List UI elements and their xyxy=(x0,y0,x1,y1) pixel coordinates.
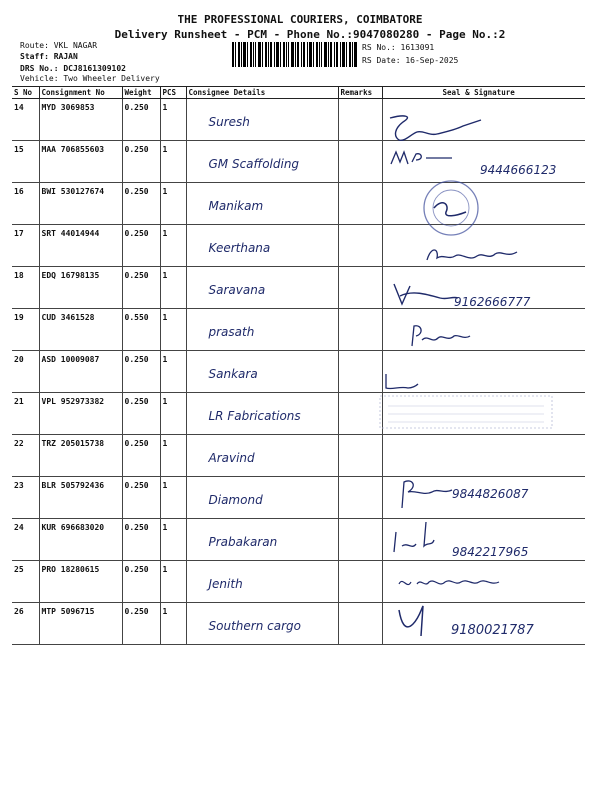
svg-text:9162666777: 9162666777 xyxy=(454,295,531,309)
cell-pcs: 1 xyxy=(160,225,186,267)
cell-consignee: Manikam xyxy=(186,183,338,225)
cell-seal-signature xyxy=(382,183,585,225)
cell-consignee: Diamond xyxy=(186,477,338,519)
cell-pcs: 1 xyxy=(160,351,186,393)
drs-number: DRS No.: DCJ8161309102 xyxy=(20,64,126,73)
cell-weight: 0.250 xyxy=(122,351,160,393)
cell-sno: 16 xyxy=(12,183,39,225)
svg-text:9444666123: 9444666123 xyxy=(480,163,557,177)
cell-consignee: prasath xyxy=(186,309,338,351)
cell-remarks xyxy=(338,393,382,435)
table-row xyxy=(12,351,585,393)
barcode-image xyxy=(232,42,357,67)
cell-consignee: Southern cargo xyxy=(186,603,338,645)
signature-row-26 xyxy=(395,602,585,642)
cell-consignment-no: PRO 18280615 xyxy=(39,561,122,603)
cell-remarks xyxy=(338,183,382,225)
col-consignee: Consignee Details xyxy=(186,87,338,99)
cell-weight: 0.250 xyxy=(122,183,160,225)
cell-weight: 0.250 xyxy=(122,519,160,561)
cell-pcs: 1 xyxy=(160,309,186,351)
cell-pcs: 1 xyxy=(160,477,186,519)
cell-sno: 26 xyxy=(12,603,39,645)
col-pcs: PCS xyxy=(160,87,186,99)
cell-consignment-no: SRT 44014944 xyxy=(39,225,122,267)
cell-consignment-no: EDQ 16798135 xyxy=(39,267,122,309)
cell-pcs: 1 xyxy=(160,393,186,435)
cell-consignee: GM Scaffolding xyxy=(186,141,338,183)
cell-pcs: 1 xyxy=(160,141,186,183)
cell-sno: 24 xyxy=(12,519,39,561)
svg-text:9842217965: 9842217965 xyxy=(452,545,529,559)
cell-weight: 0.250 xyxy=(122,225,160,267)
rs-number: RS No.: 1613091 xyxy=(362,43,435,52)
signature-row-15 xyxy=(388,150,588,180)
cell-weight: 0.250 xyxy=(122,477,160,519)
rs-date: RS Date: 16-Sep-2025 xyxy=(362,56,459,65)
cell-consignee: Keerthana xyxy=(186,225,338,267)
table-header-row xyxy=(12,87,585,99)
signature-row-18 xyxy=(392,280,572,310)
cell-consignee: Suresh xyxy=(186,99,338,141)
signature-row-23 xyxy=(398,476,588,516)
signature-row-20 xyxy=(382,372,422,394)
cell-consignee: Aravind xyxy=(186,435,338,477)
cell-pcs: 1 xyxy=(160,183,186,225)
cell-sno: 20 xyxy=(12,351,39,393)
cell-remarks xyxy=(338,561,382,603)
cell-remarks xyxy=(338,309,382,351)
cell-weight: 0.550 xyxy=(122,309,160,351)
cell-remarks xyxy=(338,225,382,267)
cell-sno: 14 xyxy=(12,99,39,141)
signature-row-19 xyxy=(408,322,488,350)
cell-consignment-no: ASD 10009087 xyxy=(39,351,122,393)
cell-remarks xyxy=(338,519,382,561)
cell-seal-signature xyxy=(382,435,585,477)
seal-stamp-icon xyxy=(420,178,482,238)
cell-consignment-no: BLR 505792436 xyxy=(39,477,122,519)
col-remarks: Remarks xyxy=(338,87,382,99)
table-row xyxy=(12,309,585,351)
col-seal-signature: Seal & Signature xyxy=(382,87,585,99)
cell-consignment-no: TRZ 205015738 xyxy=(39,435,122,477)
cell-remarks xyxy=(338,267,382,309)
cell-remarks xyxy=(338,603,382,645)
cell-consignee: Prabakaran xyxy=(186,519,338,561)
cell-remarks xyxy=(338,141,382,183)
cell-sno: 21 xyxy=(12,393,39,435)
cell-consignee: Saravana xyxy=(186,267,338,309)
cell-consignment-no: VPL 952973382 xyxy=(39,393,122,435)
cell-sno: 23 xyxy=(12,477,39,519)
svg-text:9844826087: 9844826087 xyxy=(452,487,529,501)
faded-stamp-icon xyxy=(378,392,558,432)
cell-consignment-no: CUD 3461528 xyxy=(39,309,122,351)
cell-sno: 25 xyxy=(12,561,39,603)
signature-row-24 xyxy=(390,516,590,560)
route-label: Route: VKL NAGAR xyxy=(20,41,98,50)
col-consignment: Consignment No xyxy=(39,87,122,99)
cell-consignment-no: BWI 530127674 xyxy=(39,183,122,225)
col-sno: S No xyxy=(12,87,39,99)
signature-row-25 xyxy=(395,570,515,594)
runsheet-subtitle: Delivery Runsheet - PCM - Phone No.:9047080280 - Page No.:2 xyxy=(114,28,506,41)
cell-sno: 22 xyxy=(12,435,39,477)
company-title: THE PROFESSIONAL COURIERS, COIMBATORE xyxy=(177,13,423,26)
signature-row-17 xyxy=(425,240,525,270)
cell-pcs: 1 xyxy=(160,435,186,477)
table-row xyxy=(12,99,585,141)
cell-remarks xyxy=(338,351,382,393)
cell-consignee: Sankara xyxy=(186,351,338,393)
cell-pcs: 1 xyxy=(160,561,186,603)
cell-weight: 0.250 xyxy=(122,393,160,435)
cell-consignee: LR Fabrications xyxy=(186,393,338,435)
cell-weight: 0.250 xyxy=(122,141,160,183)
cell-remarks xyxy=(338,435,382,477)
cell-pcs: 1 xyxy=(160,99,186,141)
cell-weight: 0.250 xyxy=(122,603,160,645)
cell-weight: 0.250 xyxy=(122,99,160,141)
cell-remarks xyxy=(338,477,382,519)
cell-consignee: Jenith xyxy=(186,561,338,603)
cell-pcs: 1 xyxy=(160,519,186,561)
cell-consignment-no: MAA 706855603 xyxy=(39,141,122,183)
staff-label: Staff: RAJAN xyxy=(20,52,78,61)
signature-row-14 xyxy=(385,112,485,146)
cell-consignment-no: MTP 5096715 xyxy=(39,603,122,645)
svg-text:9180021787: 9180021787 xyxy=(451,623,534,638)
cell-consignment-no: MYD 3069853 xyxy=(39,99,122,141)
table-row xyxy=(12,435,585,477)
cell-sno: 19 xyxy=(12,309,39,351)
cell-weight: 0.250 xyxy=(122,435,160,477)
col-weight: Weight xyxy=(122,87,160,99)
table-row xyxy=(12,183,585,225)
vehicle-label: Vehicle: Two Wheeler Delivery xyxy=(20,74,160,83)
cell-weight: 0.250 xyxy=(122,267,160,309)
cell-remarks xyxy=(338,99,382,141)
cell-pcs: 1 xyxy=(160,267,186,309)
cell-sno: 17 xyxy=(12,225,39,267)
cell-pcs: 1 xyxy=(160,603,186,645)
cell-sno: 18 xyxy=(12,267,39,309)
cell-sno: 15 xyxy=(12,141,39,183)
cell-weight: 0.250 xyxy=(122,561,160,603)
cell-consignment-no: KUR 696683020 xyxy=(39,519,122,561)
